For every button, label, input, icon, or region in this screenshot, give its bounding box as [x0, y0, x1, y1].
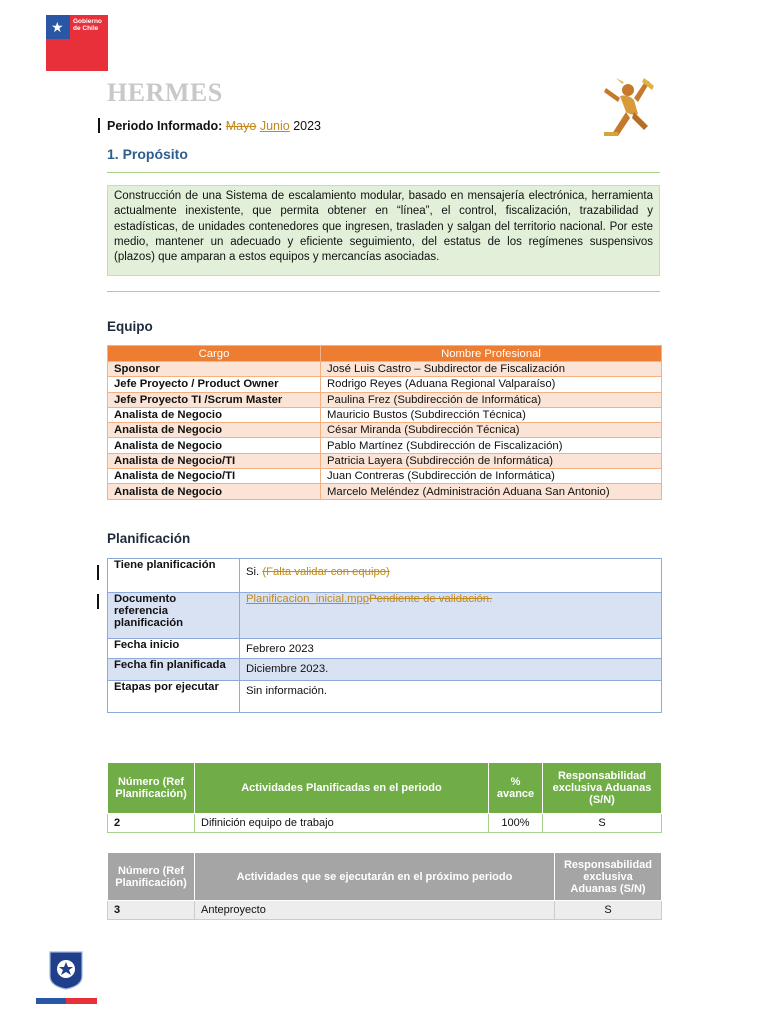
gov-logo-text: Gobierno de Chile — [73, 18, 102, 32]
nombre-cell: José Luis Castro – Subdirector de Fiscalización — [321, 362, 662, 377]
fecha-inicio-value: Febrero 2023 — [240, 639, 662, 659]
nombre-cell: Juan Contreras (Subdirección de Informática) — [321, 469, 662, 484]
table-row — [108, 469, 662, 484]
column-header-responsabilidad: Responsabilidad exclusiva Aduanas (S/N) — [543, 763, 662, 814]
numero-cell: 2 — [108, 814, 195, 833]
etapas-value: Sin información. — [240, 681, 662, 713]
text-cursor — [97, 565, 99, 580]
cargo-cell: Analista de Negocio/TI — [108, 453, 321, 468]
table-row — [108, 484, 662, 499]
column-header-numero: Número (Ref Planificación) — [108, 763, 195, 814]
avance-cell: 100% — [489, 814, 543, 833]
periodo-old: Mayo — [225, 119, 257, 133]
purpose-text: Construcción de una Sistema de escalamiento modular, basado en mensajería electrónica, herramienta actualmente inexistente, que permita obtener en “línea”, el control, fiscalización, trazabilidad y estadísticas, de unidades contenedores que ingresen, trasladen y salgan del territorio nacional. Por este medio, mantener un adecuado y eficiente seguimiento, del estatus de los regímenes suspensivos (plazos) que amparan a estos equipos y mercancías asociadas. — [107, 185, 660, 276]
gobierno-de-chile-logo — [46, 15, 108, 71]
table-row — [108, 438, 662, 453]
star-icon: ★ — [51, 19, 64, 35]
actividad-cell: Difinición equipo de trabajo — [195, 814, 489, 833]
text-cursor — [98, 118, 100, 133]
nombre-cell: César Miranda (Subdirección Técnica) — [321, 423, 662, 438]
actividad-cell: Anteproyecto — [195, 901, 555, 920]
planificacion-file-link[interactable]: Planificacion_inicial.mpp — [246, 593, 370, 605]
doc-struck-text: Pendiente de validación. — [369, 593, 493, 605]
nombre-cell: Patricia Layera (Subdirección de Informática) — [321, 453, 662, 468]
table-row — [108, 559, 662, 593]
team-table — [107, 345, 662, 500]
tiene-struck-text: (Falta validar con equipo) — [262, 566, 390, 578]
table-row — [108, 392, 662, 407]
footer-bar-blue — [36, 998, 66, 1004]
cargo-cell: Analista de Negocio/TI — [108, 469, 321, 484]
documento-referencia-label: Documento referencia planificación — [108, 593, 240, 639]
table-row — [108, 407, 662, 422]
fecha-fin-value: Diciembre 2023. — [240, 659, 662, 681]
periodo-new: Junio — [259, 119, 290, 133]
section-heading-equipo: Equipo — [107, 319, 153, 334]
table-row — [108, 901, 662, 920]
footer-bar-red — [66, 998, 97, 1004]
table-row — [108, 362, 662, 377]
section-heading-planificacion: Planificación — [107, 531, 191, 546]
responsabilidad-cell: S — [555, 901, 662, 920]
table-row — [108, 423, 662, 438]
tiene-value: Si. — [246, 566, 260, 578]
column-header-actividades: Actividades que se ejecutarán en el próximo periodo — [195, 853, 555, 901]
divider — [107, 172, 660, 173]
divider — [107, 291, 660, 292]
responsabilidad-cell: S — [543, 814, 662, 833]
cargo-cell: Analista de Negocio — [108, 484, 321, 499]
periodo-label: Periodo Informado: — [107, 119, 223, 133]
actividades-proximo-table — [107, 852, 662, 920]
nombre-cell: Marcelo Meléndez (Administración Aduana San Antonio) — [321, 484, 662, 499]
numero-cell: 3 — [108, 901, 195, 920]
table-row — [108, 681, 662, 713]
cargo-cell: Analista de Negocio — [108, 438, 321, 453]
table-row — [108, 814, 662, 833]
nombre-cell: Mauricio Bustos (Subdirección Técnica) — [321, 407, 662, 422]
etapas-label: Etapas por ejecutar — [108, 681, 240, 713]
table-row — [108, 377, 662, 392]
table-row — [108, 639, 662, 659]
cargo-cell: Sponsor — [108, 362, 321, 377]
table-row — [108, 659, 662, 681]
cargo-cell: Analista de Negocio — [108, 423, 321, 438]
cargo-cell: Jefe Proyecto TI /Scrum Master — [108, 392, 321, 407]
column-header-actividades: Actividades Planificadas en el periodo — [195, 763, 489, 814]
column-header-responsabilidad: Responsabilidad exclusiva Aduanas (S/N) — [555, 853, 662, 901]
planificacion-table — [107, 558, 662, 713]
cargo-cell: Jefe Proyecto / Product Owner — [108, 377, 321, 392]
periodo-informado — [107, 119, 321, 133]
column-header-nombre: Nombre Profesional — [321, 346, 662, 362]
aduanas-chile-logo — [48, 950, 84, 990]
tiene-planificacion-label: Tiene planificación — [108, 559, 240, 593]
table-row — [108, 593, 662, 639]
column-header-avance: % avance — [489, 763, 543, 814]
nombre-cell: Paulina Frez (Subdirección de Informática) — [321, 392, 662, 407]
column-header-cargo: Cargo — [108, 346, 321, 362]
nombre-cell: Rodrigo Reyes (Aduana Regional Valparaíso) — [321, 377, 662, 392]
column-header-numero: Número (Ref Planificación) — [108, 853, 195, 901]
section-heading-proposito: 1. Propósito — [107, 146, 188, 162]
documento-referencia-value — [240, 593, 662, 639]
text-cursor — [97, 594, 99, 609]
nombre-cell: Pablo Martínez (Subdirección de Fiscalización) — [321, 438, 662, 453]
document-title: HERMES — [107, 78, 223, 107]
tiene-planificacion-value — [240, 559, 662, 593]
table-row — [108, 453, 662, 468]
cargo-cell: Analista de Negocio — [108, 407, 321, 422]
fecha-fin-label: Fecha fin planificada — [108, 659, 240, 681]
actividades-periodo-table — [107, 762, 662, 833]
fecha-inicio-label: Fecha inicio — [108, 639, 240, 659]
periodo-year: 2023 — [293, 119, 322, 133]
hermes-figure-icon — [598, 76, 656, 146]
